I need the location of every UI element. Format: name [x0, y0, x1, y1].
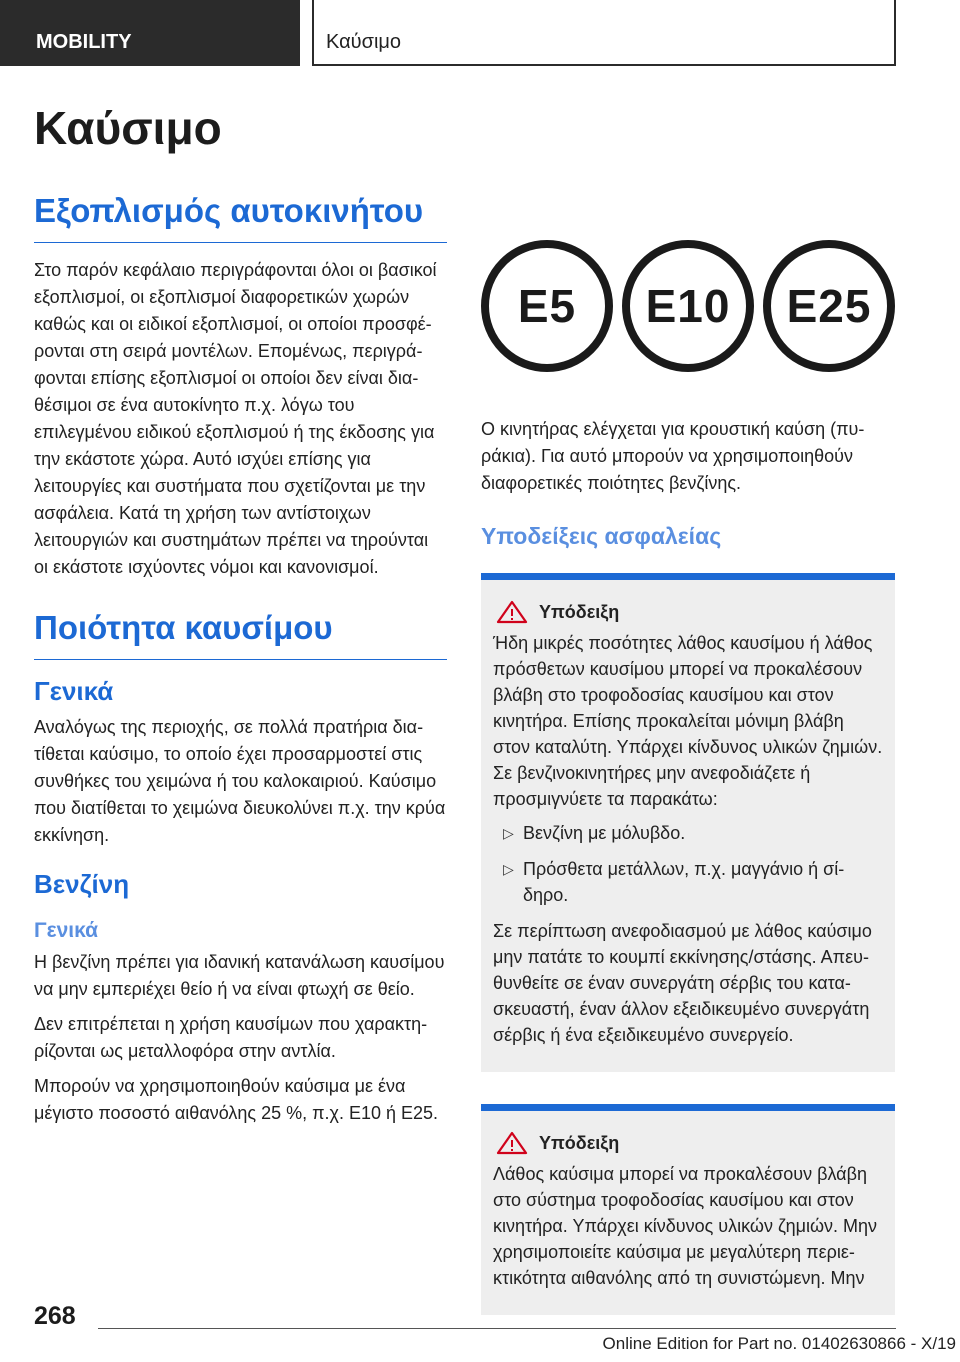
paragraph-knock-control: Ο κινητήρας ελέγχεται για κρουστική καύση (πυράκια). Για αυτό μπορούν να χρησιμοποιηθούν διαφορετικές ποιότητες βενζίνης.	[481, 419, 865, 493]
heading-petrol-general: Γενικά	[34, 919, 99, 942]
list-item-text: Βενζίνη με μόλυβδο.	[523, 823, 686, 843]
list-item	[493, 856, 883, 908]
left-column	[34, 190, 447, 1135]
notice-list	[493, 820, 883, 908]
section-tab: MOBILITY	[0, 0, 300, 66]
heading-petrol: Βενζίνη	[34, 869, 130, 899]
bullet-triangle-icon: ▷	[503, 825, 514, 841]
right-column	[481, 240, 895, 1315]
notice-box-1	[481, 573, 895, 1072]
footer-divider	[98, 1328, 896, 1329]
list-item	[493, 820, 883, 846]
page-number: 268	[34, 1302, 76, 1330]
paragraph-petrol-metallic: Δεν επιτρέπεται η χρήση καυσίμων που χαρακτηρίζονται ως μεταλλοφόρα στην αντλία.	[34, 1014, 428, 1061]
notice-header	[493, 1131, 883, 1155]
notice-text: Σε περίπτωση ανεφοδιασμού με λάθος καύσιμο μην πατάτε το κουμπί εκκίνησης/στάσης. Απευθυνθείτε σε έναν συνεργάτη σέρβις του κατασκευαστή, έναν άλλον εξειδικευμένο συνεργάτη σέρβις ή ένα εξειδικευμένο συνεργείο.	[493, 921, 872, 1045]
paragraph-petrol-ethanol: Μπορούν να χρησιμοποιηθούν καύσιμα με ένα μέγιστο ποσοστό αιθανόλης 25 %, π.χ. E10 ή E25.	[34, 1076, 439, 1123]
paragraph-general: Αναλόγως της περιοχής, σε πολλά πρατήρια διατίθεται καύσιμο, το οποίο έχει προσαρμοστεί στις συνθήκες του χειμώνα ή του καλοκαιριού. Καύσιμο που διατίθεται το χειμώνα διευκολύνει π.χ. την κρύα εκκίνηση.	[34, 717, 446, 845]
page-header	[0, 0, 960, 66]
bullet-triangle-icon: ▷	[503, 861, 514, 877]
heading-equipment: Εξοπλισμός αυτοκινήτου	[34, 190, 447, 243]
fuel-label-e10: E10	[622, 240, 754, 372]
footer-edition: Online Edition for Part no. 01402630866 - X/19	[602, 1334, 956, 1353]
fuel-label-e25: E25	[763, 240, 895, 372]
fuel-label-e5: E5	[481, 240, 613, 372]
warning-triangle-icon	[495, 1131, 529, 1155]
notice-box-2	[481, 1104, 895, 1315]
paragraph-equipment: Στο παρόν κεφάλαιο περιγράφονται όλοι οι βασικοί εξοπλισμοί, οι εξοπλισμοί διαφορετικών χωρών καθώς και οι ειδικοί εξοπλισμοί, οι οποίοι προσφέρονται στη σειρά μοντέλων. Επομένως, περιγράφονται επίσης εξοπλισμοί οι οποίοι δεν είναι διαθέσιμοι σε ένα αυτοκίνητο π.χ. λόγω του επιλεγμένου ειδικού εξοπλισμού ή της έκδοσης για την εκάστοτε χώρα. Αυτό ισχύει επίσης για λειτουργίες και συστήματα που σχετίζονται με την ασφάλεια. Κατά τη χρήση των αντίστοιχων λειτουργιών και συστημάτων πρέπει να τηρούνται οι εκάστοτε ισχύοντες νόμοι και κανονισμοί.	[34, 260, 437, 577]
heading-general: Γενικά	[34, 676, 114, 706]
header-title: Καύσιμο	[326, 31, 402, 53]
notice-text: Λάθος καύσιμα μπορεί να προκαλέσουν βλάβη στο σύστημα τροφοδοσίας καυσίμου και στον κινητήρα. Υπάρχει κίνδυνος υλικών ζημιών. Μην χρησιμοποιείτε καύσιμα με μεγαλύτερη περιεκτικότητα αιθανόλης από τη συνιστώμενη. Μην	[493, 1164, 878, 1288]
heading-fuel-quality: Ποιότητα καυσίμου	[34, 607, 447, 660]
page-title: Καύσιμο	[34, 102, 222, 154]
header-title-box	[312, 0, 896, 66]
notice-text: Ήδη μικρές ποσότητες λάθος καυσίμου ή λάθος πρόσθετων καυσίμου μπορεί να προκαλέσουν βλάβη στο τροφοδοσίας καυσίμου και στον κινητήρα. Επίσης προκαλείται μόνιμη βλάβη στον καταλύτη. Υπάρχει κίνδυνος υλικών ζημιών. Σε βενζινοκινητήρες μην ανεφοδιάζετε ή προσμιγνύετε τα παρακάτω:	[493, 633, 883, 809]
paragraph-petrol-sulphur: Η βενζίνη πρέπει για ιδανική κατανάλωση καυσίμου να μην εμπεριέχει θείο ή να είναι φτωχή σε θείο.	[34, 952, 445, 999]
notice-label: Υπόδειξη	[539, 1132, 620, 1153]
list-item-text: Πρόσθετα μετάλλων, π.χ. μαγγάνιο ή σίδηρο.	[523, 859, 845, 905]
notice-header	[493, 600, 883, 624]
fuel-label-graphic	[481, 240, 895, 390]
notice-label: Υπόδειξη	[539, 601, 620, 622]
heading-safety: Υποδείξεις ασφαλείας	[481, 523, 722, 549]
warning-triangle-icon	[495, 600, 529, 624]
